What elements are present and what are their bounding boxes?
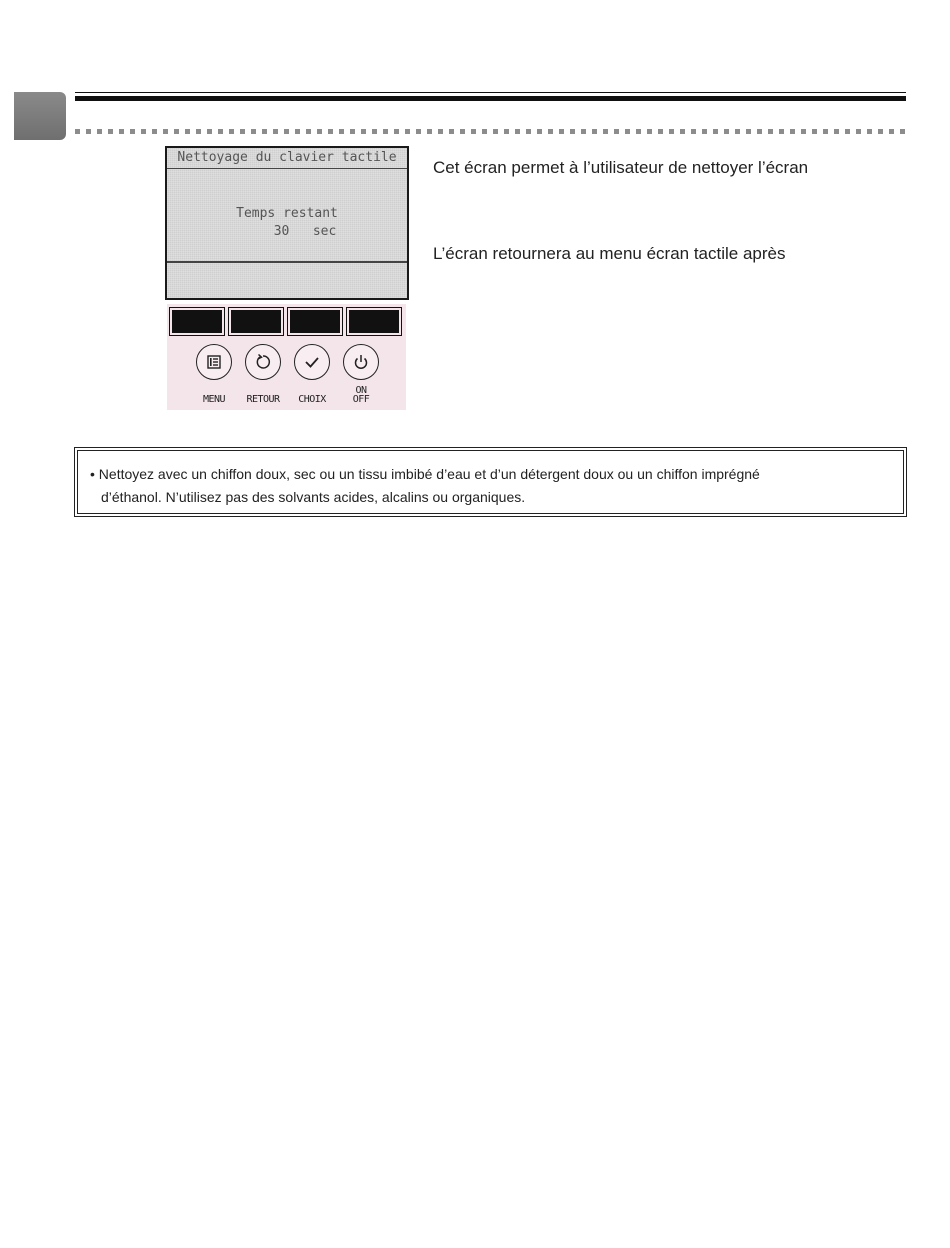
section-tab [14, 92, 66, 140]
check-icon [302, 352, 322, 372]
menu-button-label: MENU [202, 394, 226, 405]
menu-icon [204, 352, 224, 372]
menu-button[interactable] [196, 344, 232, 380]
choice-button[interactable] [294, 344, 330, 380]
screen-divider [167, 261, 407, 263]
choice-button-label: CHOIX [298, 394, 326, 405]
power-button-label [343, 386, 379, 404]
return-icon [253, 352, 273, 372]
header-rule-thin [75, 92, 906, 93]
remaining-seconds: 30 [273, 224, 290, 239]
function-key-f4[interactable] [347, 308, 401, 335]
note-line-1: • Nettoyez avec un chiffon doux, sec ou un tissu imbibé d’eau et d’un détergent doux ou un chiffon imprégné [90, 466, 760, 482]
remaining-time-value [167, 224, 407, 239]
controller-screen [165, 146, 409, 300]
description-line-1: Cet écran permet à l’utilisateur de nettoyer l’écran [433, 158, 809, 177]
header-rule [75, 96, 906, 101]
dotted-divider [75, 129, 908, 134]
remaining-time-label: Temps restant [236, 206, 338, 221]
power-label-off: OFF [352, 394, 370, 405]
return-button-label: RETOUR [246, 394, 280, 405]
controller-keypad [167, 304, 406, 410]
cleaning-note-box [74, 447, 907, 517]
return-button[interactable] [245, 344, 281, 380]
note-line-2: d’éthanol. N’utilisez pas des solvants acides, alcalins ou organiques. [101, 489, 526, 505]
power-label-on: ON [355, 385, 367, 396]
function-key-f3[interactable] [288, 308, 342, 335]
remaining-unit: sec [312, 224, 337, 239]
function-key-f1[interactable] [170, 308, 224, 335]
function-key-f2[interactable] [229, 308, 283, 335]
screen-title: Nettoyage du clavier tactile [167, 148, 407, 169]
description-line-2: L’écran retournera au menu écran tactile après [433, 244, 786, 263]
power-button[interactable] [343, 344, 379, 380]
power-icon [351, 352, 371, 372]
